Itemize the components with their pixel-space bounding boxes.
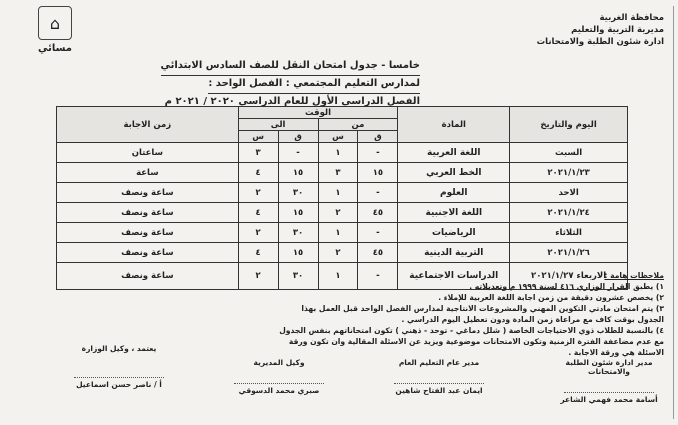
cell-subject: التربية الدينية	[398, 243, 510, 263]
signature-ministry-deputy	[64, 344, 174, 389]
signature-name: ايمان عبد الفتاح شاهين	[395, 386, 483, 395]
cell-to-minutes: ٣٠	[278, 263, 318, 290]
page-edge	[673, 6, 674, 419]
cell-subject: العلوم	[398, 183, 510, 203]
cell-day: ٢٠٢١/١/٢٦	[510, 243, 628, 263]
cell-subject: الدراسات الاجتماعية	[398, 263, 510, 290]
signature-mark	[74, 355, 164, 378]
title-schools: لمدارس التعليم المجتمعي : الفصل الواحد :	[208, 76, 420, 94]
signature-title: مدير عام التعليم العام	[398, 358, 480, 367]
cell-subject: اللغة الاجنبية	[398, 203, 510, 223]
note-item-continued: الجدول بوقت كاف مع مراعاة زمن المادة ودون تعطيل اليوم الدراسي .	[401, 315, 664, 324]
signature-mark	[234, 369, 324, 384]
cell-to-hours: ٤	[238, 163, 278, 183]
cell-from-minutes: ٤٥	[358, 243, 398, 263]
signature-student-affairs	[554, 358, 664, 404]
cell-to-minutes: ١٥	[278, 163, 318, 183]
header-to: الى	[238, 119, 318, 131]
exam-schedule-table	[56, 106, 628, 290]
cell-from-hours: ١	[318, 183, 358, 203]
table-row	[57, 163, 628, 183]
signature-name: أ / ناصر حسن اسماعيل	[76, 380, 162, 389]
header-from-minutes: ق	[358, 131, 398, 143]
cell-subject: الخط العربي	[398, 163, 510, 183]
cell-duration: ساعة ونصف	[57, 183, 239, 203]
title-term: الفصل الدراسي الأول للعام الدراسي ٢٠٢٠ / ٢٠٢١ م	[165, 94, 420, 112]
cell-to-hours: ٢	[238, 263, 278, 290]
table-row	[57, 143, 628, 163]
signature-title: وكيل المديرية	[253, 358, 305, 367]
issuer-header	[537, 12, 664, 48]
logo	[30, 6, 80, 60]
signature-general-education	[384, 358, 494, 395]
notes-title: ملاحظات هامة :	[604, 271, 664, 280]
cell-duration: ساعة ونصف	[57, 243, 239, 263]
cell-day: ٢٠٢١/١/٢٤	[510, 203, 628, 223]
header-time: الوقت	[238, 107, 398, 119]
issuer-department: ادارة شئون الطلبة والامتحانات	[536, 37, 664, 47]
cell-day: الثلاثاء	[510, 223, 628, 243]
signatures-block	[40, 344, 664, 412]
signature-title: يعتمد ، وكيل الوزارة	[81, 344, 157, 353]
issuer-governorate: محافظة الغربية	[599, 13, 664, 23]
cell-from-hours: ٣	[318, 163, 358, 183]
cell-to-minutes: ١٥	[278, 203, 318, 223]
signature-name: أسامة محمد فهمي الشاعر	[560, 395, 658, 404]
cell-from-minutes: ١٥	[358, 163, 398, 183]
cell-from-minutes: -	[358, 263, 398, 290]
cell-from-minutes: -	[358, 223, 398, 243]
header-from: من	[318, 119, 398, 131]
cell-to-minutes: ١٥	[278, 243, 318, 263]
cell-subject: اللغة العربية	[398, 143, 510, 163]
table-row	[57, 203, 628, 223]
cell-duration: ساعة ونصف	[57, 203, 239, 223]
signature-deputy-directorate	[224, 358, 334, 395]
signature-title: مدير ادارة شئون الطلبة والامتحانات	[565, 358, 653, 376]
cell-from-hours: ١	[318, 143, 358, 163]
logo-text: مسائي	[38, 43, 72, 54]
header-from-hours: س	[318, 131, 358, 143]
note-item-continued: الاسئلة هي ورقة الاجابة .	[568, 348, 664, 357]
cell-day: ٢٠٢١/١/٢٣	[510, 163, 628, 183]
cell-to-minutes: -	[278, 143, 318, 163]
table-row	[57, 223, 628, 243]
cell-duration: ساعة ونصف	[57, 223, 239, 243]
note-item: ٣) يتم امتحان مادتي التكوين المهني والمشروعات الانتاجية لمدارس الفصل الواحد قبل العمل بهذا	[301, 304, 664, 313]
note-item-continued: مع عدم مضاعفة الفترة الزمنية وتكون الامتحانات موضوعية ويزيد عن الاسئلة المقالية وان تكون ورقة	[288, 337, 664, 346]
header-to-minutes: ق	[278, 131, 318, 143]
note-item: ٤) بالنسبة للطلاب ذوي الاحتياجات الخاصة ( شلل دماغي - توحد - ذهني ) تكون امتحاناتهم بنفس الجدول	[279, 326, 664, 335]
issuer-directorate: مديرية التربية والتعليم	[571, 25, 664, 35]
cell-to-hours: ٣	[238, 143, 278, 163]
cell-subject: الرياضيات	[398, 223, 510, 243]
cell-from-minutes: -	[358, 143, 398, 163]
institution-logo-icon: ⌂	[38, 6, 72, 40]
cell-to-hours: ٤	[238, 203, 278, 223]
cell-from-hours: ٢	[318, 203, 358, 223]
cell-day: الاربعاء ٢٠٢١/١/٢٧	[510, 263, 628, 290]
cell-from-hours: ٢	[318, 243, 358, 263]
cell-from-hours: ١	[318, 223, 358, 243]
cell-from-minutes: -	[358, 183, 398, 203]
cell-duration: ساعة	[57, 163, 239, 183]
table-row	[57, 183, 628, 203]
header-to-hours: س	[238, 131, 278, 143]
cell-day: الاحد	[510, 183, 628, 203]
header-duration: زمن الاجابة	[57, 107, 239, 143]
signature-mark	[394, 369, 484, 384]
title-main: خامسا - جدول امتحان النقل للصف السادس الابتدائي	[161, 58, 421, 76]
signature-name: صبري محمد الدسوقي	[238, 386, 320, 395]
cell-duration: ساعتان	[57, 143, 239, 163]
header-subject: المادة	[398, 107, 510, 143]
cell-to-minutes: ٣٠	[278, 183, 318, 203]
cell-to-minutes: ٣٠	[278, 223, 318, 243]
table-row	[57, 243, 628, 263]
cell-to-hours: ٢	[238, 183, 278, 203]
note-item: ٢) يخصص عشرون دقيقة من زمن اجابة اللغة العربية للإملاء .	[438, 293, 664, 302]
note-item: ١) يطبق القرار الوزاري ٤١٦ لسنة ١٩٩٩ م وتعديلاته .	[469, 282, 664, 291]
cell-duration: ساعة ونصف	[57, 263, 239, 290]
cell-to-hours: ٤	[238, 243, 278, 263]
header-day-date: اليوم والتاريخ	[510, 107, 628, 143]
signature-mark	[564, 378, 654, 393]
document-titles	[150, 58, 420, 112]
cell-from-minutes: ٤٥	[358, 203, 398, 223]
cell-day: السبت	[510, 143, 628, 163]
cell-from-hours: ١	[318, 263, 358, 290]
cell-to-hours: ٢	[238, 223, 278, 243]
